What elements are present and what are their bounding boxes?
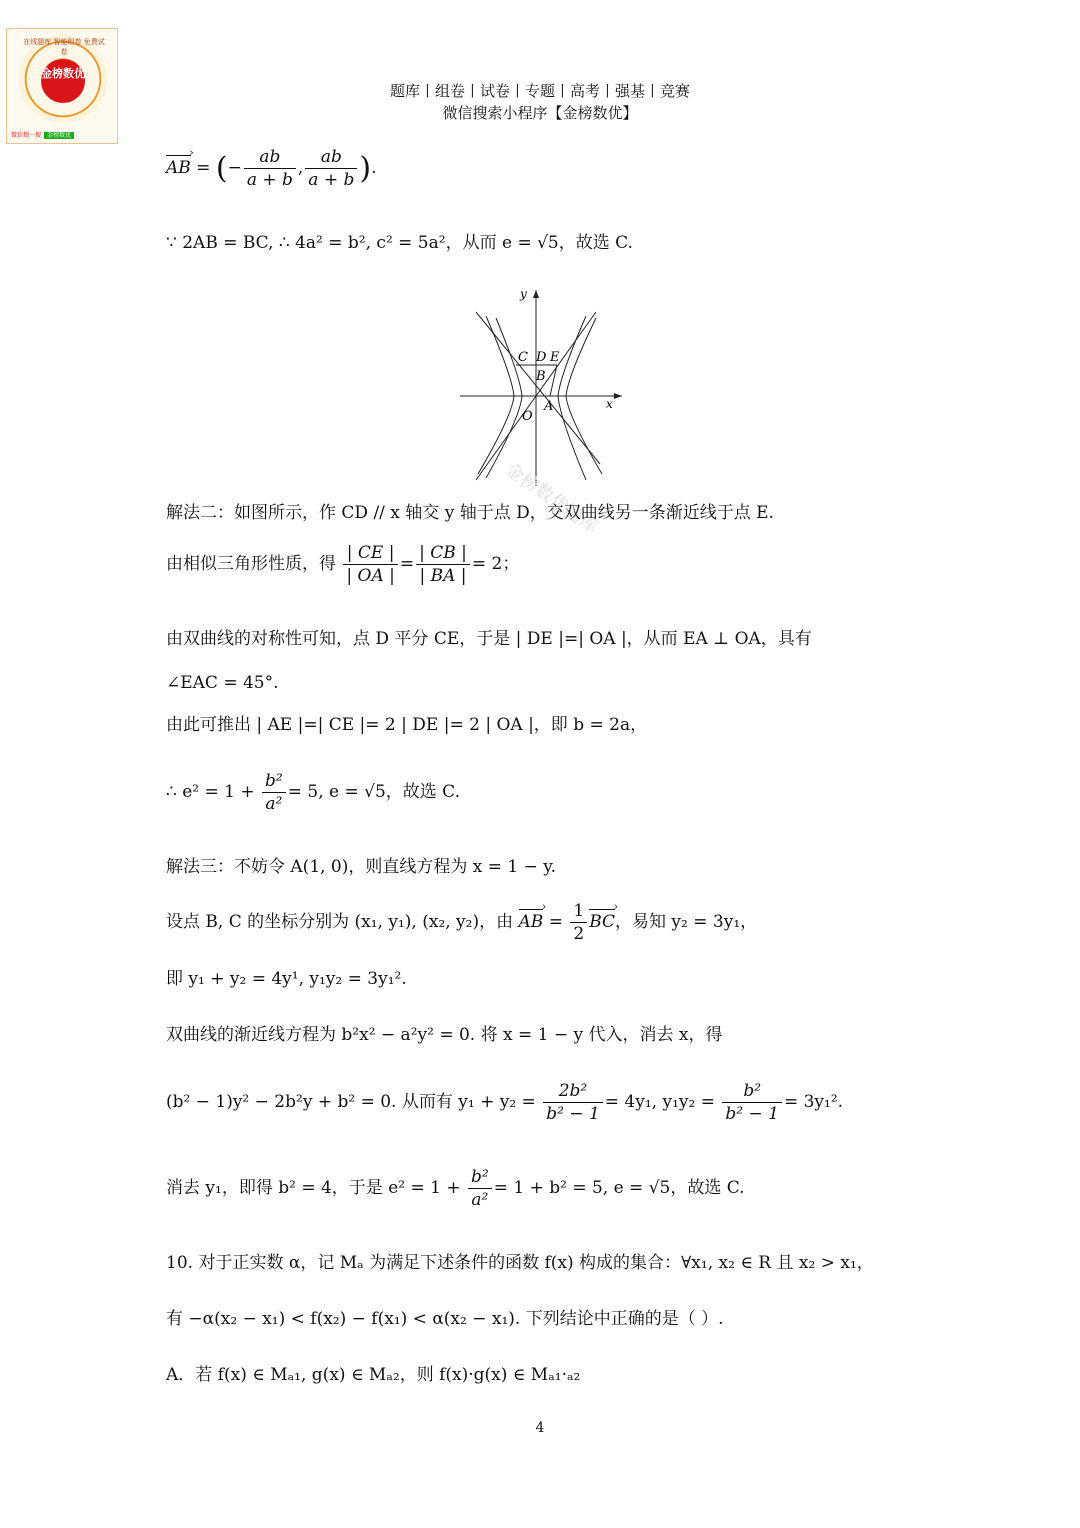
fraction: $\frac{| CE |}{| OA |}$ (343, 542, 397, 587)
sol3-line-3: 即 y₁ + y₂ = 4y¹, y₁y₂ = 3y₁². (166, 969, 407, 989)
fraction: $\frac{| CB |}{| BA |}$ (416, 542, 470, 587)
fraction: $\frac{\text{2b²}}{\text{b² − 1}}$ (543, 1080, 603, 1125)
label-y: y (520, 287, 527, 301)
label-a: A (544, 399, 554, 414)
label-o: O (522, 409, 533, 424)
hyperbola-left-outer (478, 316, 514, 474)
q10-option-a: A．若 f(x) ∈ Mₐ₁, g(x) ∈ Mₐ₂，则 f(x)·g(x) ∈ Mₐ₁·ₐ₂ (166, 1365, 581, 1385)
label-d: D (536, 350, 547, 365)
sol2-line-6: ∴ e² = 1 + $\frac{\text{b²}}{\text{a²}}$ = 5, e = √5，故选 C. (166, 771, 460, 815)
vec-bc: BC › (589, 911, 615, 933)
label-c: C (518, 350, 528, 365)
vec-ab: AB › (519, 911, 544, 933)
sol3-line-6: 消去 y₁，即得 b² = 4，于是 e² = 1 + $\frac{\text{b²}}{\text{a²}}$ = 1 + b² = 5, e = √5，故选 C. (166, 1167, 745, 1211)
line-conclusion-1: ∵ 2AB = BC, ∴ 4a² = b², c² = 5a²，从而 e = √5，故选 C. (166, 233, 633, 253)
watermark: 金榜数优题库 (501, 458, 602, 539)
hyperbola-left-inner (486, 318, 522, 478)
label-e: E (550, 350, 560, 365)
segment-ea (550, 365, 557, 396)
label-b: B (536, 369, 546, 384)
sol3-line-4: 双曲线的渐近线方程为 b²x² − a²y² = 0. 将 x = 1 − y 代入，消去 x，得 (166, 1025, 723, 1045)
sol2-line-3: 由双曲线的对称性可知，点 D 平分 CE，于是 | DE |=| OA |，从而 EA ⊥ OA，具有 (166, 629, 812, 649)
sol2-line-4: ∠EAC = 45°. (166, 673, 279, 693)
logo-foot-right: 金榜数优 (44, 132, 74, 139)
logo-footer (11, 130, 74, 139)
q10-line-2: 有 −α(x₂ − x₁) < f(x₂) − f(x₁) < α(x₂ − x₁). 下列结论中正确的是（ ）. (166, 1309, 724, 1329)
header-search-hint: 微信搜索小程序【金榜数优】 (442, 104, 638, 122)
sol3-line-2: 设点 B, C 的坐标分别为 (x₁, y₁), (x₂, y₂)，由 AB › = $\frac{1}{2}$ BC ›，易知 y₂ = 3y₁， (166, 900, 757, 945)
header-categories: 题库丨组卷丨试卷丨专题丨高考丨强基丨竞赛 (389, 82, 690, 100)
vec-ab: AB › (166, 157, 191, 179)
x-axis-arrow (614, 393, 622, 399)
hyperbola-right-inner (558, 316, 586, 480)
q10-line-1: 10. 对于正实数 α，记 Mₐ 为满足下述条件的函数 f(x) 构成的集合：∀x₁, x₂ ∈ R 且 x₂ > x₁， (166, 1253, 874, 1273)
sol3-line-1: 解法三：不妨令 A(1, 0)，则直线方程为 x = 1 − y. (166, 857, 557, 877)
label-x: x (606, 397, 613, 411)
page-number: 4 (535, 1420, 545, 1436)
logo-foot-left: 微信搜一搜 (11, 132, 42, 139)
fraction: $\frac{ab}{a + b}$ (244, 146, 296, 191)
y-axis-arrow (533, 290, 539, 298)
hyperbola-figure (456, 286, 628, 539)
fraction: $\frac{1}{2}$ (570, 900, 587, 945)
sol3-line-5: (b² − 1)y² − 2b²y + b² = 0. 从而有 y₁ + y₂ = $\frac{\text{2b²}}{\text{b² − 1}}$ = 4y₁, y₁y₂ = $\frac{\text{b²}}{\text{b² − 1}}$ = 3y₁². (166, 1081, 844, 1125)
asymptote-1 (476, 312, 600, 464)
equation-ab-vector: AB › = (− $\frac{ab}{a + b}$ , $\frac{ab}{a + b}$ ). (166, 146, 377, 191)
logo-arc-text: 在线题库 智能组卷 免费试卷 (23, 38, 105, 56)
sol2-line-1: 解法二：如图所示，作 CD // x 轴交 y 轴于点 D，交双曲线另一条渐近线于点 E. (166, 503, 774, 523)
fraction: $\frac{\text{b²}}{\text{a²}}$ (468, 1166, 492, 1211)
fraction: $\frac{\text{b²}}{\text{a²}}$ (262, 770, 286, 815)
fraction: $\frac{ab}{a + b}$ (305, 146, 357, 191)
sol2-line-2: 由相似三角形性质，得 $\frac{| CE |}{| OA |}$ = $\frac{| CB |}{| BA |}$ = 2； (166, 543, 520, 587)
logo-brand: 金榜数优 (41, 59, 85, 103)
fraction: $\frac{\text{b²}}{\text{b² − 1}}$ (722, 1080, 782, 1125)
sol2-line-5: 由此可推出 | AE |=| CE |= 2 | DE |= 2 | OA |，即 b = 2a， (166, 715, 648, 735)
